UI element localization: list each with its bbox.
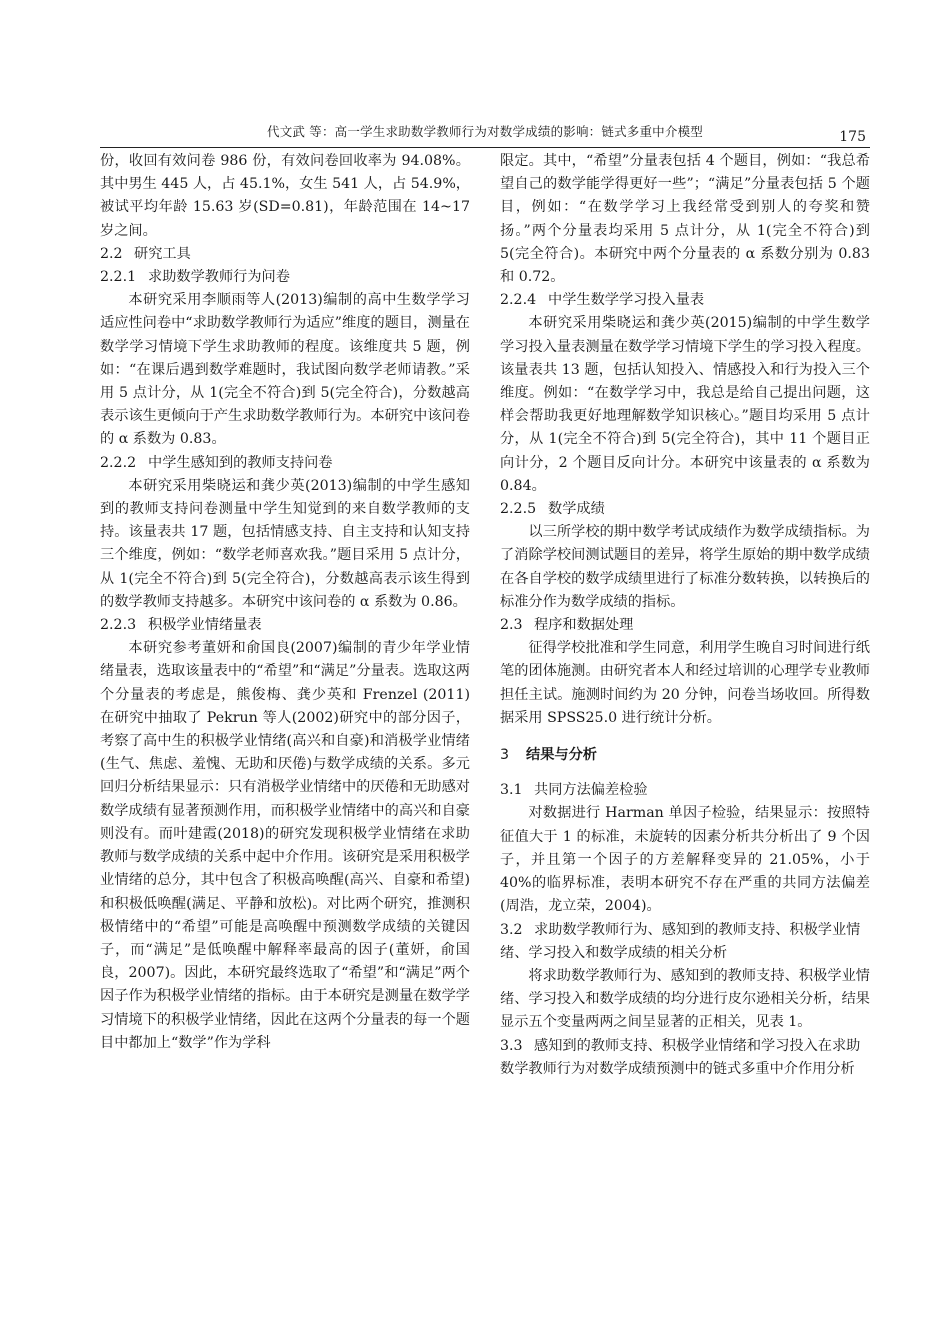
- section-number: 2.2: [100, 245, 123, 262]
- section-title: 共同方法偏差检验: [534, 782, 648, 799]
- section-title: 结果与分析: [526, 747, 597, 764]
- section-number: 3.2: [500, 921, 523, 938]
- section-title: 研究工具: [134, 245, 191, 262]
- paragraph-3-2: 将求助数学教师行为、感知到的教师支持、积极学业情绪、学习投入和数学成绩的均分进行皮尔逊相关分析，结果显示五个变量两两之间呈显著的正相关，见表 1。: [500, 967, 870, 1031]
- paragraph-2-2-5: 以三所学校的期中数学考试成绩作为数学成绩指标。为了消除学校间测试题目的差异，将学生原始的期中数学成绩在各自学校的数学成绩里进行了标准分数转换，以转换后的标准分作为数学成绩的指标。: [500, 524, 870, 610]
- section-2-2-5-heading: [500, 498, 870, 521]
- paragraph-2-3: 征得学校批准和学生同意，利用学生晚自习时间进行纸笔的团体施测。由研究者本人和经过培训的心理学专业教师担任主试。施测时间约为 20 分钟，问卷当场收回。所得数据采用 SPSS25.0 进行统计分析。: [500, 640, 870, 726]
- section-number: 3.1: [500, 782, 523, 799]
- running-header: [100, 120, 870, 146]
- section-title: 中学生数学学习投入量表: [548, 292, 705, 309]
- section-number: 2.2.4: [500, 292, 537, 309]
- section-2-2-1-heading: [100, 266, 470, 289]
- section-3-3-heading: [500, 1035, 870, 1081]
- paragraph-2-2-2: 本研究采用柴晓运和龚少英(2013)编制的中学生感知到的教师支持问卷测量中学生知觉到的来自数学教师的支持。该量表共 17 题，包括情感支持、自主支持和认知支持三个维度，例如：“数学老师喜欢我。”题目采用 5 点计分，从 1(完全不符合)到 5(完全符合)，分数越高表示该生得到的数学教师支持越多。本研究中该问卷的 α 系数为 0.86。: [100, 477, 470, 610]
- section-number: 2.2.2: [100, 454, 137, 471]
- section-2-2-2-heading: [100, 452, 470, 475]
- section-title: 中学生感知到的教师支持问卷: [148, 454, 333, 471]
- paragraph-2-2-4: 本研究采用柴晓运和龚少英(2015)编制的中学生数学学习投入量表测量在数学学习情境下学生的学习投入程度。该量表共 13 题，包括认知投入、情感投入和行为投入三个维度。例如：“在数学学习中，我总是给自己提出问题，这样会帮助我更好地理解数学知识核心。”题目均采用 5 点计分，从 1(完全不符合)到 5(完全符合)，其中 11 个题目正向计分，2 个题目反向计分。本研究中该量表的 α 系数为 0.84。: [500, 315, 870, 494]
- paragraph-3-1: 对数据进行 Harman 单因子检验，结果显示：按照特征值大于 1 的标准，未旋转的因素分析共分析出了 9 个因子，并且第一个因子的方差解释变异的 21.05%，小于 40%的临界标准，表明本研究不存在严重的共同方法偏差(周浩，龙立荣，2004)。: [500, 805, 870, 915]
- section-2-2-heading: [100, 243, 470, 266]
- right-column: [500, 150, 870, 1081]
- section-title: 感知到的教师支持、积极学业情绪和学习投入在求助数学教师行为对数学成绩预测中的链式多重中介作用分析: [500, 1037, 861, 1077]
- section-number: 2.2.3: [100, 617, 137, 634]
- section-2-2-3-heading: [100, 614, 470, 637]
- paragraph-2-2-3: 本研究参考董妍和俞国良(2007)编制的青少年学业情绪量表，选取该量表中的“希望”和“满足”分量表。选取这两个分量表的考虑是，熊俊梅、龚少英和 Frenzel (2011) 在研究中抽取了 Pekrun 等人(2002)研究中的部分因子，考察了高中生的积极学业情绪(高兴和自豪)和消极学业情绪(生气、焦虑、羞愧、无助和厌倦)与数学成绩的关系。多元回归分析结果显示：只有消极学业情绪中的厌倦和无助感对数学成绩有显著预测作用，而积极学业情绪中的高兴和自豪则没有。而叶建霞(2018)的研究发现积极学业情绪在求助教师与数学成绩的关系中起中介作用。该研究是采用积极学业情绪的总分，其中包含了积极高唤醒(高兴、自豪和希望)和积极低唤醒(满足、平静和放松)。对比两个研究，推测积极情绪中的“希望”可能是高唤醒中预测数学成绩的关键因子，而“满足”是低唤醒中解释率最高的因子(董妍，俞国良，2007)。因此，本研究最终选取了“希望”和“满足”两个因子作为积极学业情绪的指标。由于本研究是测量在数学学习情境下的积极学业情绪，因此在这两个分量表的每一个题目中都加上“数学”作为学科: [100, 640, 470, 1051]
- section-3-heading: [500, 744, 870, 767]
- section-3-1-heading: [500, 779, 870, 802]
- left-column: [100, 150, 470, 1055]
- section-2-3-heading: [500, 614, 870, 637]
- section-number: 3.3: [500, 1037, 523, 1054]
- page-number: 175: [839, 129, 866, 145]
- section-3-2-heading: [500, 919, 870, 965]
- section-2-2-4-heading: [500, 289, 870, 312]
- section-number: 3: [500, 747, 510, 764]
- section-title: 求助数学教师行为问卷: [148, 269, 290, 286]
- header-rule: [100, 147, 870, 148]
- paragraph-2-2-1: 本研究采用李顺雨等人(2013)编制的高中生数学学习适应性问卷中“求助数学教师行为适应”维度的题目，测量在数学学习情境下学生求助教师的程度。该维度共 5 题，例如：“在课后遇到数学难题时，我试图向数学老师请教。”采用 5 点计分，从 1(完全不符合)到 5(完全符合)，分数越高表示该生更倾向于产生求助数学教师行为。本研究中该问卷的 α 系数为 0.83。: [100, 292, 470, 448]
- running-title: 代文武 等：高一学生求助数学教师行为对数学成绩的影响：链式多重中介模型: [267, 124, 703, 139]
- continued-paragraph: 限定。其中，“希望”分量表包括 4 个题目，例如：“我总希望自己的数学能学得更好一些”；“满足”分量表包括 5 个题目，例如：“在数学学习上我经常受到别人的夸奖和赞扬。”两个分量表均采用 5 点计分，从 1(完全不符合)到 5(完全符合)。本研究中两个分量表的 α 系数分别为 0.83 和 0.72。: [500, 153, 870, 286]
- intro-paragraph: 份，收回有效问卷 986 份，有效问卷回收率为 94.08%。其中男生 445 人，占 45.1%，女生 541 人，占 54.9%，被试平均年龄 15.63 岁(SD=0.81)，年龄范围在 14~17 岁之间。: [100, 153, 470, 239]
- section-title: 求助数学教师行为、感知到的教师支持、积极学业情绪、学习投入和数学成绩的相关分析: [500, 921, 861, 961]
- section-number: 2.3: [500, 617, 523, 634]
- section-number: 2.2.1: [100, 269, 137, 286]
- section-number: 2.2.5: [500, 501, 537, 518]
- section-title: 积极学业情绪量表: [148, 617, 262, 634]
- section-title: 数学成绩: [548, 501, 605, 518]
- section-title: 程序和数据处理: [534, 617, 634, 634]
